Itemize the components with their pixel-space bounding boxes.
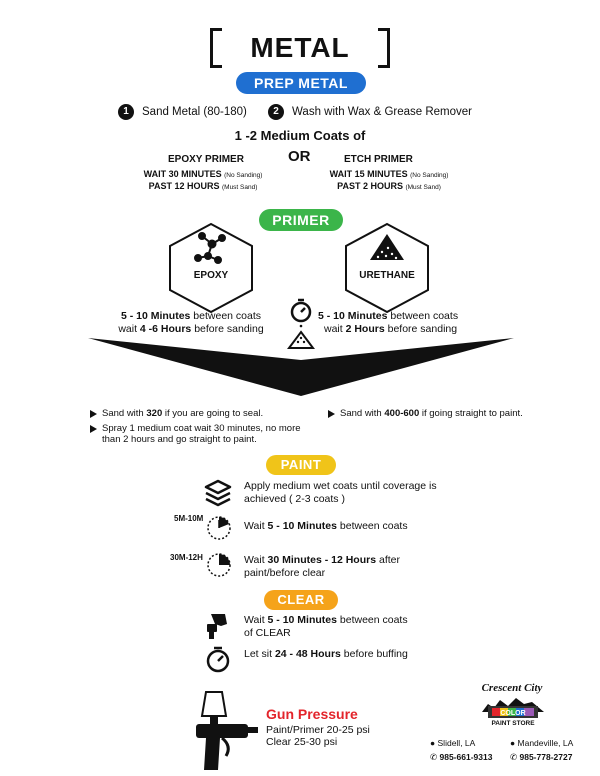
step-1-text: Sand Metal (80-180) — [142, 106, 247, 119]
step-1 — [118, 104, 247, 120]
etch-wait-2: PAST 2 HOURS — [337, 181, 403, 191]
clear-step-2-post: before buffing — [340, 648, 408, 660]
urethane-time-a-bold: 5 - 10 Minutes — [318, 310, 388, 322]
paint-step-2-pre: Wait — [244, 520, 268, 532]
etch-wait-1-note: (No Sanding) — [410, 172, 449, 179]
clear-step-1-bold: 5 - 10 Minutes — [267, 614, 337, 626]
epoxy-time-b-pre: wait — [118, 323, 140, 335]
epoxy-time-b-rest: before sanding — [191, 323, 264, 335]
epoxy-times — [96, 310, 286, 336]
etch-wait-info — [314, 169, 464, 193]
spray-gun-illustration — [192, 690, 262, 774]
person-icon: ● — [430, 738, 436, 748]
paint-step-3-bold: 30 Minutes - 12 Hours — [267, 554, 377, 566]
spray-gun-icon — [203, 610, 233, 640]
urethane-time-a-rest: between coats — [387, 310, 459, 322]
step-number-2: 2 — [268, 104, 284, 120]
urethane-times — [318, 310, 508, 336]
sanding-bullet-2-text: Spray 1 medium coat wait 30 minutes, no more than 2 hours and go straight to paint. — [102, 422, 301, 445]
gun-pressure-title: Gun Pressure — [266, 706, 358, 722]
phone-icon: ✆ — [430, 752, 438, 762]
funnel-arrow — [88, 336, 514, 398]
person-icon: ● — [510, 738, 516, 748]
coats-heading: 1 -2 Medium Coats of — [234, 128, 366, 143]
epoxy-time-a-bold: 5 - 10 Minutes — [120, 310, 191, 322]
urethane-hexagon — [344, 222, 430, 314]
sanding-bullet-1-pre: Sand with — [102, 408, 147, 419]
urethane-time-b-pre: wait — [324, 323, 346, 335]
urethane-time-b-bold: 2 Hours — [345, 323, 385, 335]
paint-step-3-pre: Wait — [244, 554, 268, 566]
epoxy-wait-1-note: (No Sanding) — [224, 172, 263, 179]
store-logo-word: COLOR — [500, 710, 526, 717]
urethane-label: URETHANE — [359, 270, 415, 281]
sanding-bullet-1-bold: 320 — [146, 408, 163, 419]
primer-badge: PRIMER — [259, 209, 343, 231]
sanding-bullet-3-pre: Sand with — [340, 408, 385, 419]
epoxy-time-b-bold: 4 -6 Hours — [139, 323, 192, 335]
clear-step-2-pre: Let sit — [244, 648, 275, 660]
prep-metal-badge: PREP METAL — [236, 72, 366, 94]
store-logo-name: Crescent City — [481, 682, 543, 694]
timer-icon-short — [205, 514, 233, 542]
clear-badge: CLEAR — [264, 590, 338, 610]
paint-badge: PAINT — [266, 455, 336, 475]
stopwatch-icon — [292, 300, 310, 321]
sanding-bullet-2 — [90, 423, 310, 446]
location-slidell — [430, 738, 492, 763]
sanding-bullet-3 — [328, 408, 538, 420]
timer-icon-long — [205, 551, 233, 579]
epoxy-hexagon — [168, 222, 254, 314]
store-logo-skyline — [482, 692, 544, 720]
paint-step-3-tag: 30M-12H — [170, 553, 203, 562]
clear-step-2-text — [244, 648, 414, 661]
epoxy-wait-2: PAST 12 HOURS — [148, 181, 220, 191]
urethane-time-b-rest: before sanding — [384, 323, 458, 335]
epoxy-wait-info — [128, 169, 278, 193]
sanding-bullet-1 — [90, 408, 310, 420]
clear-step-1-text — [244, 614, 414, 639]
page-title: METAL — [250, 32, 350, 63]
paint-step-2-text — [244, 520, 408, 533]
sanding-bullets-right — [328, 408, 538, 423]
clear-step-2-bold: 24 - 48 Hours — [274, 648, 341, 660]
clear-step-1-pre: Wait — [244, 614, 268, 626]
sanding-bullet-3-post: if going straight to paint. — [419, 408, 523, 419]
location-mandeville — [510, 738, 573, 763]
etch-wait-2-note: (Must Sand) — [405, 184, 441, 191]
paint-step-2-bold: 5 - 10 Minutes — [267, 520, 337, 532]
paint-step-2-post: between coats — [336, 520, 408, 532]
layers-icon — [203, 478, 233, 508]
epoxy-label: EPOXY — [193, 270, 229, 281]
location-mandeville-phone: 985-778-2727 — [519, 752, 573, 762]
phone-icon: ✆ — [510, 752, 518, 762]
sanding-bullet-3-bold: 400-600 — [384, 408, 420, 419]
paint-step-3-text — [244, 554, 444, 579]
gun-pressure-line-1: Paint/Primer 20-25 psi — [266, 724, 370, 736]
step-number-1: 1 — [118, 104, 134, 120]
stopwatch-icon-clear — [203, 644, 233, 674]
etch-primer-heading: ETCH PRIMER — [344, 154, 413, 165]
location-slidell-phone: 985-661-9313 — [439, 752, 493, 762]
gun-pressure-line-2: Clear 25-30 psi — [266, 736, 338, 748]
paint-step-2-tag: 5M-10M — [174, 514, 204, 523]
or-label: OR — [288, 148, 311, 165]
store-logo-sub: PAINT STORE — [491, 720, 535, 727]
epoxy-time-a-rest: between coats — [190, 310, 262, 322]
location-mandeville-city: Mandeville, LA — [517, 738, 574, 748]
sanding-bullets-left — [90, 408, 310, 449]
step-2-text: Wash with Wax & Grease Remover — [292, 106, 473, 119]
step-2 — [268, 104, 472, 120]
etch-wait-1: WAIT 15 MINUTES — [329, 169, 408, 179]
paint-step-3-post: after paint/before clear — [244, 554, 400, 579]
epoxy-wait-2-note: (Must Sand) — [221, 184, 258, 191]
sanding-bullet-1-post: if you are going to seal. — [162, 408, 264, 419]
paint-step-1-text: Apply medium wet coats until coverage is achieved ( 2-3 coats ) — [244, 480, 437, 505]
clear-step-1-post: between coats of CLEAR — [244, 614, 408, 639]
location-slidell-city: Slidell, LA — [437, 738, 476, 748]
powder-pile-icon — [370, 234, 404, 260]
molecule-icon — [195, 233, 225, 263]
epoxy-wait-1: WAIT 30 MINUTES — [143, 169, 222, 179]
epoxy-primer-heading: EPOXY PRIMER — [168, 154, 244, 165]
